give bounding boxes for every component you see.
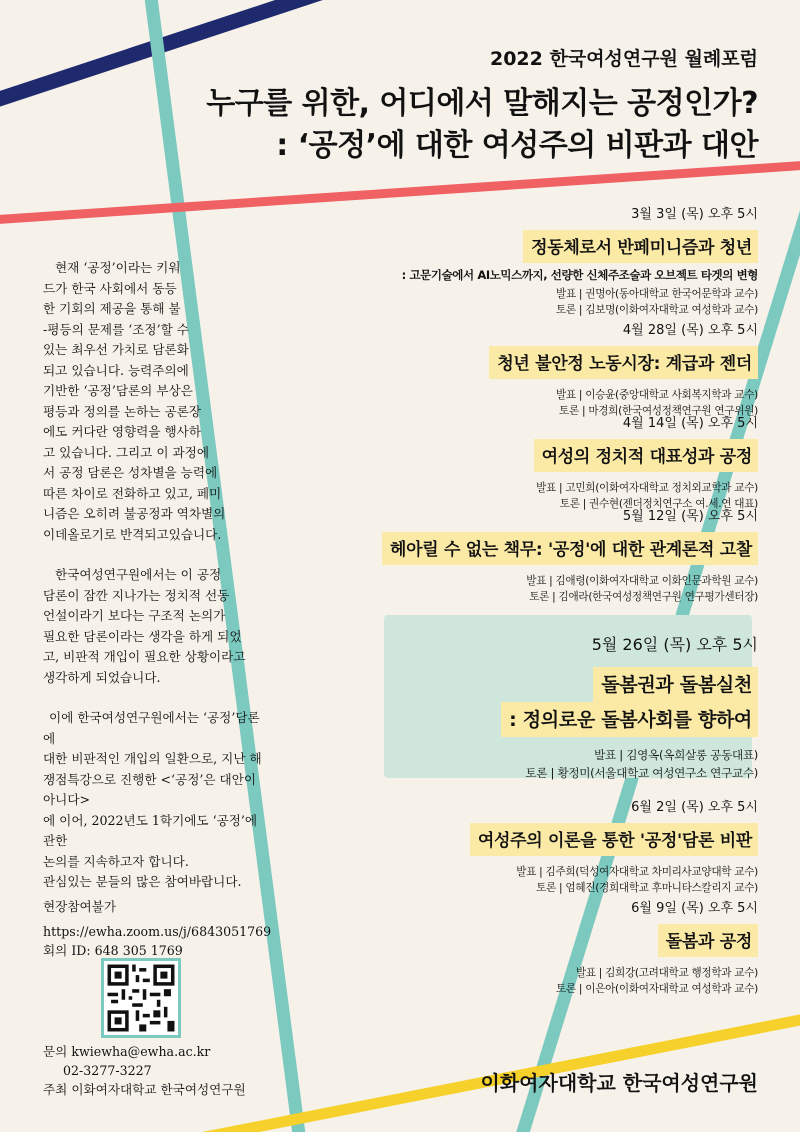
- session-presenter: 발표 | 김희강(고려대학교 행정학과 교수): [575, 967, 758, 979]
- session-presenter: 발표 | 김영옥(옥희살롱 공동대표): [594, 748, 758, 762]
- session-topic: 돌봄과 공정: [658, 924, 758, 957]
- session-subtopic: : 고문기술에서 AI노믹스까지, 선량한 신체주조술과 오브젝트 타겟의 변형: [401, 268, 758, 282]
- session-4: [382, 505, 758, 605]
- session-date: 4월 14일 (목) 오후 5시: [622, 416, 758, 431]
- session-date: 6월 2일 (목) 오후 5시: [631, 800, 758, 815]
- session-topic-line2: : 정의로운 돌봄사회를 향하여: [501, 702, 758, 737]
- session-topic: 청년 불안정 노동시장: 계급과 젠더: [489, 346, 758, 379]
- session-discussant: 토론 | 김보명(이화여자대학교 여성학과 교수): [555, 304, 758, 316]
- session-presenter: 발표 | 김애령(이화여자대학교 이화인문과학원 교수): [526, 575, 758, 587]
- session-topic-line1: 돌봄권과 돌봄실천: [593, 667, 758, 702]
- host-organization: 주최 이화여자대학교 한국여성연구원: [43, 1082, 246, 1097]
- online-info: [43, 897, 271, 960]
- session-6: [470, 796, 758, 896]
- session-discussant: 토론 | 이은아(이화여자대학교 여성학과 교수): [555, 983, 758, 995]
- session-topic: 여성주의 이론을 통한 '공정'담론 비판: [470, 823, 758, 856]
- session-date: 5월 26일 (목) 오후 5시: [591, 635, 758, 654]
- session-date: 6월 9일 (목) 오후 5시: [631, 901, 758, 916]
- session-discussant: 토론 | 황정미(서울대학교 여성연구소 연구교수): [525, 766, 758, 780]
- session-topic: 헤아릴 수 없는 책무: '공정'에 대한 관계론적 고찰: [382, 532, 758, 565]
- session-presenter: 발표 | 권명아(동아대학교 한국어문학과 교수): [555, 288, 758, 300]
- session-discussant: 토론 | 마경희(한국여성정책연구원 연구위원): [559, 405, 758, 417]
- session-topic: 정동체로서 반페미니즘과 청년: [523, 230, 758, 263]
- inquiry-phone: 02-3277-3227: [43, 1063, 152, 1078]
- session-discussant: 토론 | 권수현(젠더정치연구소 여.세.연 대표): [559, 498, 758, 510]
- intro-paragraph-3: 이에 한국여성연구원에서는 ‘공정’담론에 대한 비판적인 개입의 일환으로, 지난 해 쟁점특강으로 진행한 <‘공정’은 대안이 아니다> 에 이어, 2022년도 1학기에도 ‘공정’에 관한 논의를 지속하고자 합니다. 관심있는 분들의 많은 참여바랍니다.: [43, 710, 262, 889]
- intro-paragraph-2: 한국여성연구원에서는 이 공정 담론이 잠깐 지나가는 정치적 선동 언설이라기 보다는 구조적 논의가 필요한 담론이라는 생각을 하게 되었 고, 비판적 개입이 필요한 상황이라고 생각하게 되었습니다.: [43, 567, 246, 685]
- session-presenter: 발표 | 고민희(이화여자대학교 정치외교학과 교수): [536, 482, 758, 494]
- main-subtitle: : ‘공정’에 대한 여성주의 비판과 대안: [276, 128, 758, 163]
- main-title: 누구를 위한, 어디에서 말해지는 공정인가?: [206, 86, 758, 121]
- onsite-notice: 현장참여불가: [43, 899, 116, 914]
- intro-text: [43, 258, 271, 913]
- session-date: 4월 28일 (목) 오후 5시: [622, 323, 758, 338]
- qr-code-pattern: [104, 961, 178, 1035]
- session-discussant: 토론 | 엄혜진(경희대학교 후마니타스칼리지 교수): [536, 882, 758, 894]
- session-3: [534, 412, 758, 512]
- forum-series-title: 2022 한국여성연구원 월례포럼: [489, 48, 758, 70]
- session-1: [402, 203, 758, 318]
- organizer-name: 이화여자대학교 한국여성연구원: [480, 1071, 758, 1095]
- session-topic: 여성의 정치적 대표성과 공정: [534, 439, 758, 472]
- session-presenter: 발표 | 김주희(덕성여자대학교 차미리사교양대학 교수): [516, 866, 758, 878]
- session-5: [501, 632, 758, 782]
- qr-code[interactable]: [101, 958, 181, 1038]
- session-presenter: 발표 | 이승윤(중앙대학교 사회복지학과 교수): [555, 389, 758, 401]
- session-2: [489, 319, 758, 419]
- contact-info: [43, 1042, 246, 1099]
- session-7: [556, 897, 758, 997]
- intro-paragraph-1: 현재 ‘공정’이라는 키워 드가 한국 사회에서 동등 한 기회의 제공을 통해 불 -평등의 문제를 ‘조정’할 수 있는 최우선 가치로 담론화 되고 있습니다. 능력주의에 기반한 ‘공정’담론의 부상은 평등과 정의를 논하는 공론장 에도 커다란 영향력을 행사하 고 있습니다. 그리고 이 과정에 서 공정 담론은 성차별을 능력에 따른 차이로 전화하고 있고, 페미 니즘은 오히려 불공정과 역차별의 이데올로기로 반격되고있습니다.: [43, 260, 226, 542]
- zoom-link[interactable]: https://ewha.zoom.us/j/6843051769: [43, 924, 272, 939]
- inquiry-email[interactable]: 문의 kwiewha@ewha.ac.kr: [43, 1044, 211, 1059]
- session-date: 5월 12일 (목) 오후 5시: [622, 509, 758, 524]
- meeting-id: 회의 ID: 648 305 1769: [43, 943, 183, 958]
- session-date: 3월 3일 (목) 오후 5시: [631, 207, 758, 222]
- session-discussant: 토론 | 김애라(한국여성정책연구원 연구평가센터장): [529, 591, 758, 603]
